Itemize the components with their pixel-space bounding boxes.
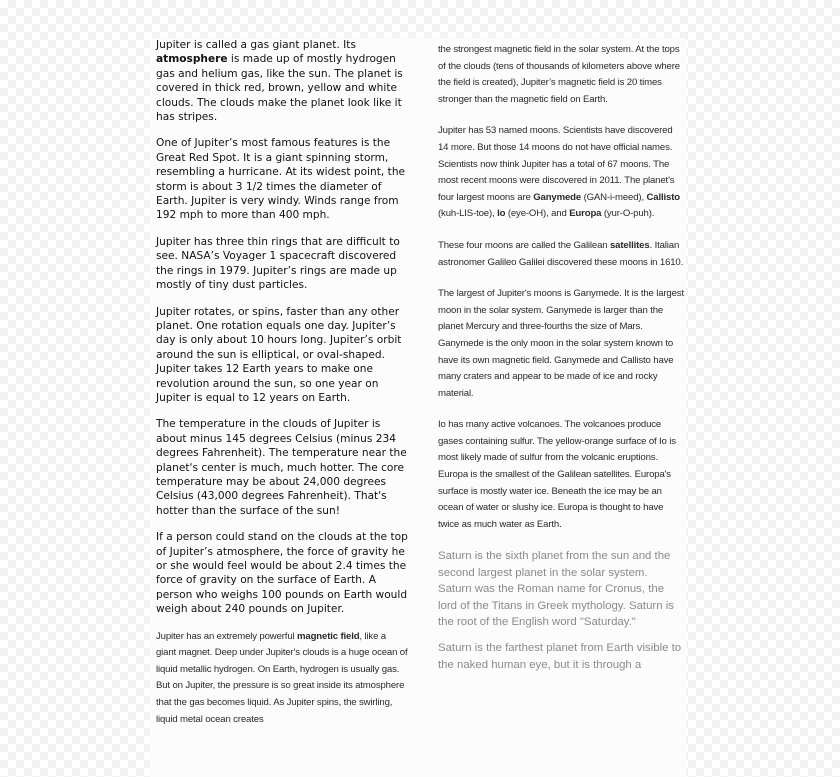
bold-term-io: Io: [497, 208, 506, 220]
paragraph-gas-giant: [156, 38, 408, 124]
paragraph-io-europa: Io has many active volcanoes. The volcanoes produce gases containing sulfur. The yellow-orange surface of Io is most likely made of sulfur from the volcanic eruptions. Europa is the smallest of the Galilean satellites. Europa's surface is mostly water ice. Beneath the ice may be an ocean of water or slushy ice. Europa is thought to have twice as much water as Earth.: [438, 419, 676, 530]
paragraph-temperature: The temperature in the clouds of Jupiter is about minus 145 degrees Celsius (minus 234 degrees Fahrenheit). The temperature near the planet's center is much, much hotter. The core temperature may be about 24,000 degrees Celsius (43,000 degrees Fahrenheit). That's hotter than the surface of the sun!: [156, 418, 407, 517]
text-span: (kuh-LIS-toe),: [438, 208, 498, 220]
text-span: (eye-OH), and: [505, 208, 570, 220]
paragraph-gravity: If a person could stand on the clouds at the top of Jupiter’s atmosphere, the force of gravity he or she would feel would be about 2.4 times the force of gravity on the surface of Earth. A person who weighs 100 pounds on Earth would weigh about 240 pounds on Jupiter.: [156, 531, 408, 616]
paragraph-rotation: Jupiter rotates, or spins, faster than any other planet. One rotation equals one day. Jupiter’s day is only about 10 hours long. Jupiter’s orbit around the sun is elliptical, or oval-shaped. Jupiter takes 12 Earth years to make one revolution around the sun, so one year on Jupiter is equal to 12 years on Earth.: [156, 305, 402, 404]
right-column: [438, 42, 684, 683]
text-span: These four moons are called the Galilean: [438, 239, 610, 251]
bold-term-callisto: Callisto: [646, 191, 680, 203]
text-span: Jupiter is called a gas giant planet. Its: [156, 39, 356, 51]
paragraph-great-red-spot: One of Jupiter’s most famous features is the Great Red Spot. It is a giant spinning storm, resembling a hurricane. At its widest point, the storm is about 3 1/2 times the diameter of Earth. Jupiter is very windy. Winds range from 192 mph to more than 400 mph.: [156, 137, 406, 222]
left-column: [156, 38, 408, 743]
paragraph-rings: Jupiter has three thin rings that are difficult to see. NASA’s Voyager 1 spacecraft discovered the rings in 1979. Jupiter’s rings are made up mostly of tiny dust particles.: [156, 235, 400, 292]
text-span: (GAN-i-meed),: [581, 191, 647, 203]
bold-term-satellites: satellites: [609, 239, 650, 251]
paragraph-saturn-visible: Saturn is the farthest planet from Earth visible to the naked human eye, but it is through a: [438, 642, 682, 671]
paragraph-magnetic-field: [156, 629, 408, 729]
text-span: (yur-O-puh).: [601, 208, 655, 220]
bold-term-magnetic-field: magnetic field: [297, 630, 360, 642]
bold-term-europa: Europa: [569, 208, 602, 220]
paragraph-saturn-intro: Saturn is the sixth planet from the sun and the second largest planet in the solar system. Saturn was the Roman name for Cronus, the lord of the Titans in Greek mythology. Saturn is the root of the English word "Saturday.": [438, 550, 674, 629]
bold-term-ganymede: Ganymede: [533, 191, 582, 203]
document-page: [150, 38, 686, 777]
text-span: Jupiter has 53 named moons. Scientists have discovered 14 more. But those 14 moons do not have official names. Scientists now think Jupiter has a total of 67 moons. The most recent moons were discovered in 2011. The planet's four largest moons are: [438, 125, 675, 203]
text-span: is made up of mostly hydrogen gas and helium gas, like the sun. The planet is covered in thick red, brown, yellow and white clouds. The clouds make the planet look like it has stripes.: [156, 53, 403, 124]
text-span: , like a giant magnet. Deep under Jupiter's clouds is a huge ocean of liquid metallic hydrogen. On Earth, hydrogen is usually gas. But on Jupiter, the pressure is so great inside its atmosphere that the gas becomes liquid. As Jupiter spins, the swirling, liquid metal ocean creates: [156, 630, 408, 725]
paragraph-moons: [438, 123, 684, 223]
paragraph-magnetic-strength: the strongest magnetic field in the solar system. At the tops of the clouds (tens of thousands of kilometers above where the field is created), Jupiter’s magnetic field is 20 times stronger than the magnetic field on Earth.: [438, 44, 680, 105]
text-span: Jupiter has an extremely powerful: [156, 630, 298, 642]
paragraph-galilean-satellites: [438, 238, 684, 271]
paragraph-ganymede: The largest of Jupiter's moons is Ganymede. It is the largest moon in the solar system. Ganymede is larger than the planet Mercury and three-fourths the size of Mars. Ganymede is the only moon in the solar system known to have its own magnetic field. Ganymede and Callisto have many craters and appear to be made of ice and rocky material.: [438, 288, 684, 399]
text-span: . Italian astronomer Galileo Galilei discovered these moons in 1610.: [438, 239, 684, 268]
bold-term-atmosphere: atmosphere: [156, 53, 228, 66]
